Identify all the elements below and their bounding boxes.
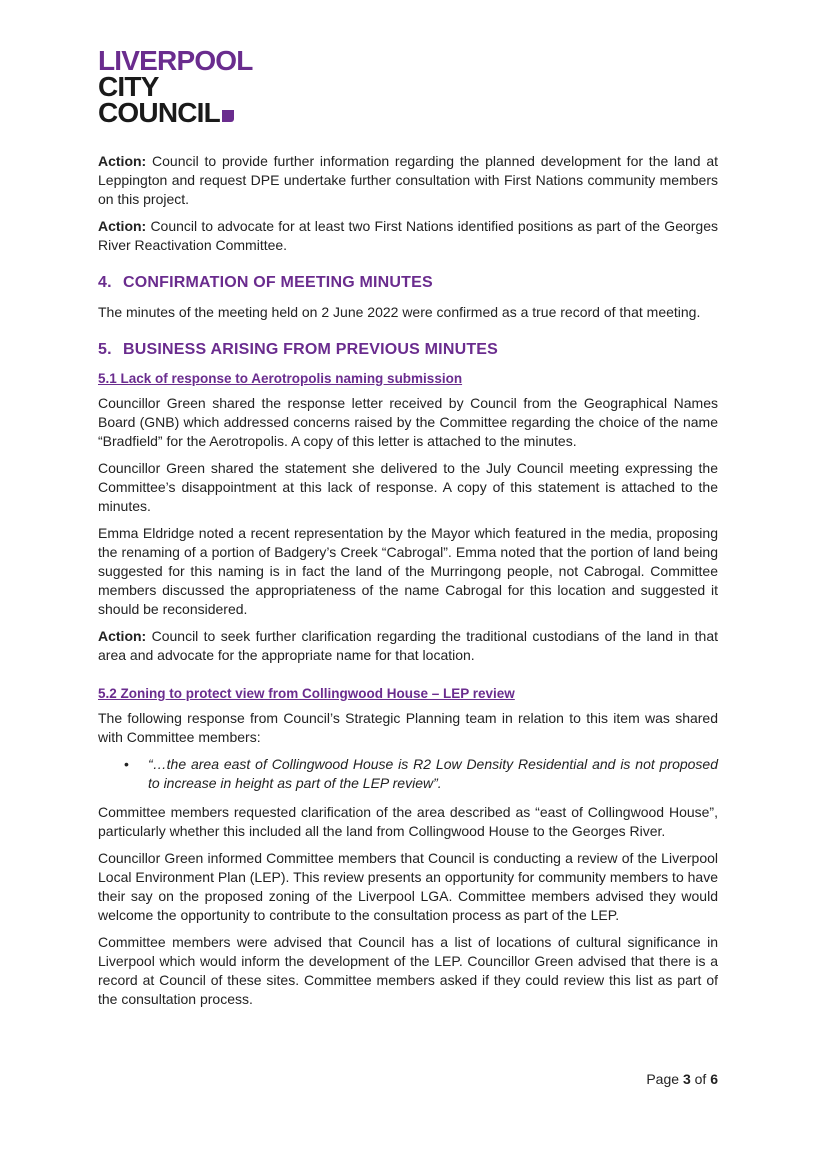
logo-line-3-text: COUNCIL [98, 97, 220, 128]
logo-square-icon [222, 110, 234, 122]
quote-text: “…the area east of Collingwood House is R2 Low Density Residential and is not proposed to increase in height as part of the LEP review”. [148, 756, 718, 791]
action-text: Council to advocate for at least two First Nations identified positions as part of the Georges River Reactivation Committee. [98, 218, 718, 253]
page-label: Page [646, 1071, 683, 1087]
page-current: 3 [682, 1071, 691, 1087]
document-body [98, 152, 718, 1017]
section-5-heading [98, 340, 718, 360]
section-title: BUSINESS ARISING FROM PREVIOUS MINUTES [123, 341, 499, 358]
quote-bullet-list [98, 755, 718, 793]
logo-line-2: CITY [98, 71, 159, 102]
action-paragraph-2 [98, 217, 718, 255]
action-label: Action: [98, 218, 147, 234]
page-of: of [690, 1071, 711, 1087]
list-item [98, 755, 718, 793]
subsection-5-2-paragraph-2: Committee members requested clarification of the area described as “east of Collingwood House”, particularly whether this included all the land from Collingwood House to the Georges River. [98, 804, 718, 839]
action-paragraph-1 [98, 152, 718, 209]
action-label: Action: [98, 153, 147, 169]
subsection-5-2-paragraph-3: Councillor Green informed Committee members that Council is conducting a review of the Liverpool Local Environment Plan (LEP). This review presents an opportunity for community members to have their say on the proposed zoning of the Liverpool LGA. Committee members advised they would welcome the opportunity to contribute to the consultation process as part of the LEP. [98, 850, 718, 923]
section-number: 4. [98, 274, 112, 291]
subsection-5-2-paragraph-4: Committee members were advised that Council has a list of locations of cultural significance in Liverpool which would inform the development of the LEP. Councillor Green advised that there is a record at Council of these sites. Committee members asked if they could review this list as part of the consultation process. [98, 934, 718, 1007]
bullet-icon: • [124, 756, 129, 772]
subsection-5-1-paragraph-3: Emma Eldridge noted a recent representation by the Mayor which featured in the media, proposing the renaming of a portion of Badgery’s Creek “Cabrogal”. Emma noted that the portion of land being suggested for this naming is in fact the land of the Murringong people, not Cabrogal. Committee members discussed the appropriateness of the name Cabrogal for this location and suggested it should be reconsidered. [98, 525, 718, 617]
logo-line-3 [98, 97, 288, 128]
page-total: 6 [710, 1071, 718, 1087]
action-text: Council to provide further information regarding the planned development for the land at Leppington and request DPE undertake further consultation with First Nations community members on this project. [98, 153, 718, 207]
section-title: CONFIRMATION OF MEETING MINUTES [123, 274, 433, 291]
action-label: Action: [98, 628, 147, 644]
subsection-5-1-action [98, 627, 718, 665]
section-4-heading [98, 273, 718, 293]
subsection-5-1-heading: 5.1 Lack of response to Aerotropolis naming submission [98, 371, 463, 386]
subsection-5-1-paragraph-2: Councillor Green shared the statement she delivered to the July Council meeting expressing the Committee’s disappointment at this lack of response. A copy of this statement is attached to the minutes. [98, 460, 718, 514]
subsection-5-2-heading: 5.2 Zoning to protect view from Collingwood House – LEP review [98, 686, 515, 701]
liverpool-city-council-logo [98, 45, 288, 128]
subsection-5-2-paragraph-1: The following response from Council’s Strategic Planning team in relation to this item was shared with Committee members: [98, 710, 718, 745]
section-4-text: The minutes of the meeting held on 2 June 2022 were confirmed as a true record of that meeting. [98, 304, 701, 320]
logo-line-1: LIVERPOOL [98, 45, 253, 76]
subsection-5-1-paragraph-1: Councillor Green shared the response letter received by Council from the Geographical Names Board (GNB) which addressed concerns raised by the Committee regarding the choice of the name “Bradfield” for the Aerotropolis. A copy of this letter is attached to the minutes. [98, 395, 718, 449]
action-text: Council to seek further clarification regarding the traditional custodians of the land in that area and advocate for the appropriate name for that location. [98, 628, 718, 663]
section-number: 5. [98, 341, 112, 358]
page-number [646, 1071, 718, 1087]
